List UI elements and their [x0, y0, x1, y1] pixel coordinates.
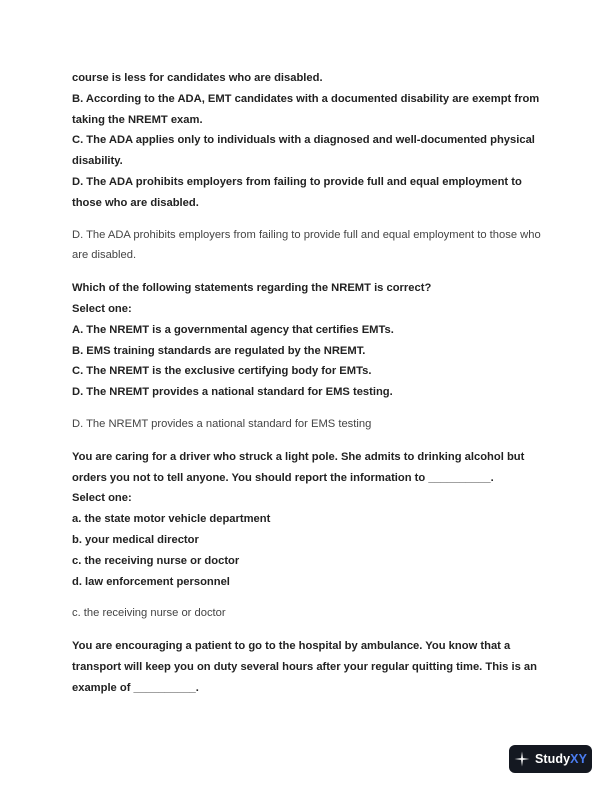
option-line: D. The ADA prohibits employers from failing to provide full and equal employment to those who are disabled.	[72, 175, 522, 209]
question-text: Which of the following statements regarding the NREMT is correct?	[72, 282, 432, 295]
option-d: D. The NREMT provides a national standard for EMS testing.	[72, 386, 393, 399]
option-a: a. the state motor vehicle department	[72, 513, 271, 526]
answer-text: D. The ADA prohibits employers from failing to provide full and equal employment to those who are disabled.	[72, 228, 541, 262]
question-1-options	[72, 68, 542, 214]
answer-text: D. The NREMT provides a national standard for EMS testing	[72, 417, 372, 430]
option-c: c. the receiving nurse or doctor	[72, 554, 240, 567]
select-label: Select one:	[72, 302, 132, 315]
brand-accent: XY	[570, 752, 588, 766]
option-d: d. law enforcement personnel	[72, 575, 230, 588]
question-3-answer	[72, 603, 542, 624]
brand-main: Study	[534, 752, 571, 766]
question-2-answer	[72, 414, 542, 435]
brand-name	[535, 752, 587, 766]
studyxy-badge[interactable]	[509, 745, 592, 773]
plus-sparkle-icon	[514, 751, 530, 767]
question-1-answer	[72, 225, 542, 267]
option-a: A. The NREMT is a governmental agency that certifies EMTs.	[72, 323, 394, 336]
question-text: You are encouraging a patient to go to the hospital by ambulance. You know that a transport will keep you on duty several hours after your regular quitting time. This is an example of __________.	[72, 640, 537, 694]
document-body	[72, 68, 542, 699]
option-b: B. EMS training standards are regulated by the NREMT.	[72, 344, 366, 357]
question-4	[72, 636, 542, 698]
option-line: B. According to the ADA, EMT candidates with a documented disability are exempt from taking the NREMT exam.	[72, 92, 540, 126]
option-line: C. The ADA applies only to individuals with a diagnosed and well-documented physical disability.	[72, 134, 535, 168]
answer-text: c. the receiving nurse or doctor	[72, 607, 226, 620]
question-3	[72, 447, 542, 593]
option-line: course is less for candidates who are disabled.	[72, 72, 323, 84]
question-text: You are caring for a driver who struck a light pole. She admits to drinking alcohol but orders you not to tell anyone. You should report the information to __________.	[72, 450, 525, 484]
select-label: Select one:	[72, 492, 132, 505]
option-c: C. The NREMT is the exclusive certifying body for EMTs.	[72, 365, 372, 378]
option-b: b. your medical director	[72, 533, 199, 546]
question-2	[72, 278, 542, 403]
